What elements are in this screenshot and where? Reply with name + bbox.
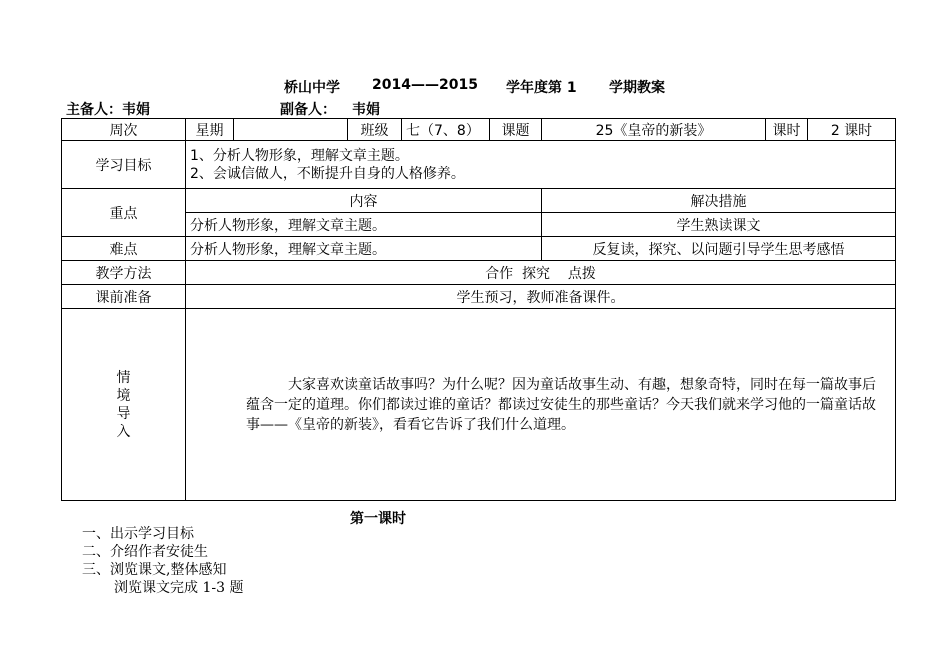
topic-value: 25《皇帝的新装》: [542, 119, 766, 141]
difficulty-row: [62, 237, 896, 261]
prep-label: 课前准备: [62, 285, 186, 309]
term-label: 学年度第 1: [506, 80, 577, 96]
intro-label-cell: [62, 309, 186, 501]
difficulty-measure: 反复读，探究、以问题引导学生思考感悟: [542, 237, 896, 261]
weekday-label: 星期: [186, 119, 234, 141]
hours-label: 课时: [766, 119, 808, 141]
goal-item-1: 1、分析人物形象，理解文章主题。: [190, 147, 409, 164]
intro-text: 大家喜欢读童话故事吗？为什么呢？因为童话故事生动、有趣，想象奇特，同时在每一篇故事后蕴含一定的道理。你们都读过谁的童话？都读过安徒生的那些童话？今天我们就来学习他的一篇童话故事——《皇帝的新装》，看看它告诉了我们什么道理。: [186, 309, 896, 501]
goal-item-2: 2、会诚信做人，不断提升自身的人格修养。: [190, 165, 465, 182]
measures-header: 解决措施: [542, 189, 896, 213]
intro-label: 情境导入: [116, 369, 131, 440]
class-label: 班级: [348, 119, 402, 141]
lead-preparer: 主备人：韦娟: [66, 102, 150, 118]
step-item-1: 一、出示学习目标: [82, 526, 194, 542]
plan-title: 学期教案: [609, 80, 665, 96]
class-value: 七（7、8）: [402, 119, 490, 141]
content-header: 内容: [186, 189, 542, 213]
info-row: [62, 119, 896, 141]
focus-row: [62, 213, 896, 237]
assistant-name: 韦娟: [352, 102, 380, 118]
goals-label: 学习目标: [62, 141, 186, 189]
school-name: 桥山中学: [284, 80, 340, 96]
focus-header-row: [62, 189, 896, 213]
lesson-steps: [82, 525, 243, 597]
lesson-title: 第一课时: [350, 511, 406, 527]
focus-content: 分析人物形象，理解文章主题。: [186, 213, 542, 237]
focus-measure: 学生熟读课文: [542, 213, 896, 237]
goals-cell: [186, 141, 896, 189]
focus-label: 重点: [62, 189, 186, 237]
hours-value: 2 课时: [808, 119, 896, 141]
step-item-3: 三、浏览课文,整体感知: [82, 562, 227, 578]
topic-label: 课题: [490, 119, 542, 141]
step-item-2: 二、介绍作者安徒生: [82, 544, 208, 560]
difficulty-content: 分析人物形象，理解文章主题。: [186, 237, 542, 261]
prep-value: 学生预习，教师准备课件。: [186, 285, 896, 309]
week-label: 周次: [62, 119, 186, 141]
intro-row: [62, 309, 896, 501]
prep-row: [62, 285, 896, 309]
step-sub-item: 浏览课文完成 1-3 题: [114, 580, 244, 596]
difficulty-label: 难点: [62, 237, 186, 261]
goals-row: [62, 141, 896, 189]
weekday-value: [234, 119, 348, 141]
school-years: 2014——2015: [372, 77, 478, 93]
method-row: [62, 261, 896, 285]
lesson-plan-table: [61, 118, 896, 501]
method-label: 教学方法: [62, 261, 186, 285]
method-value: 合作 探究 点拨: [186, 261, 896, 285]
assistant-label: 副备人：: [280, 102, 336, 118]
